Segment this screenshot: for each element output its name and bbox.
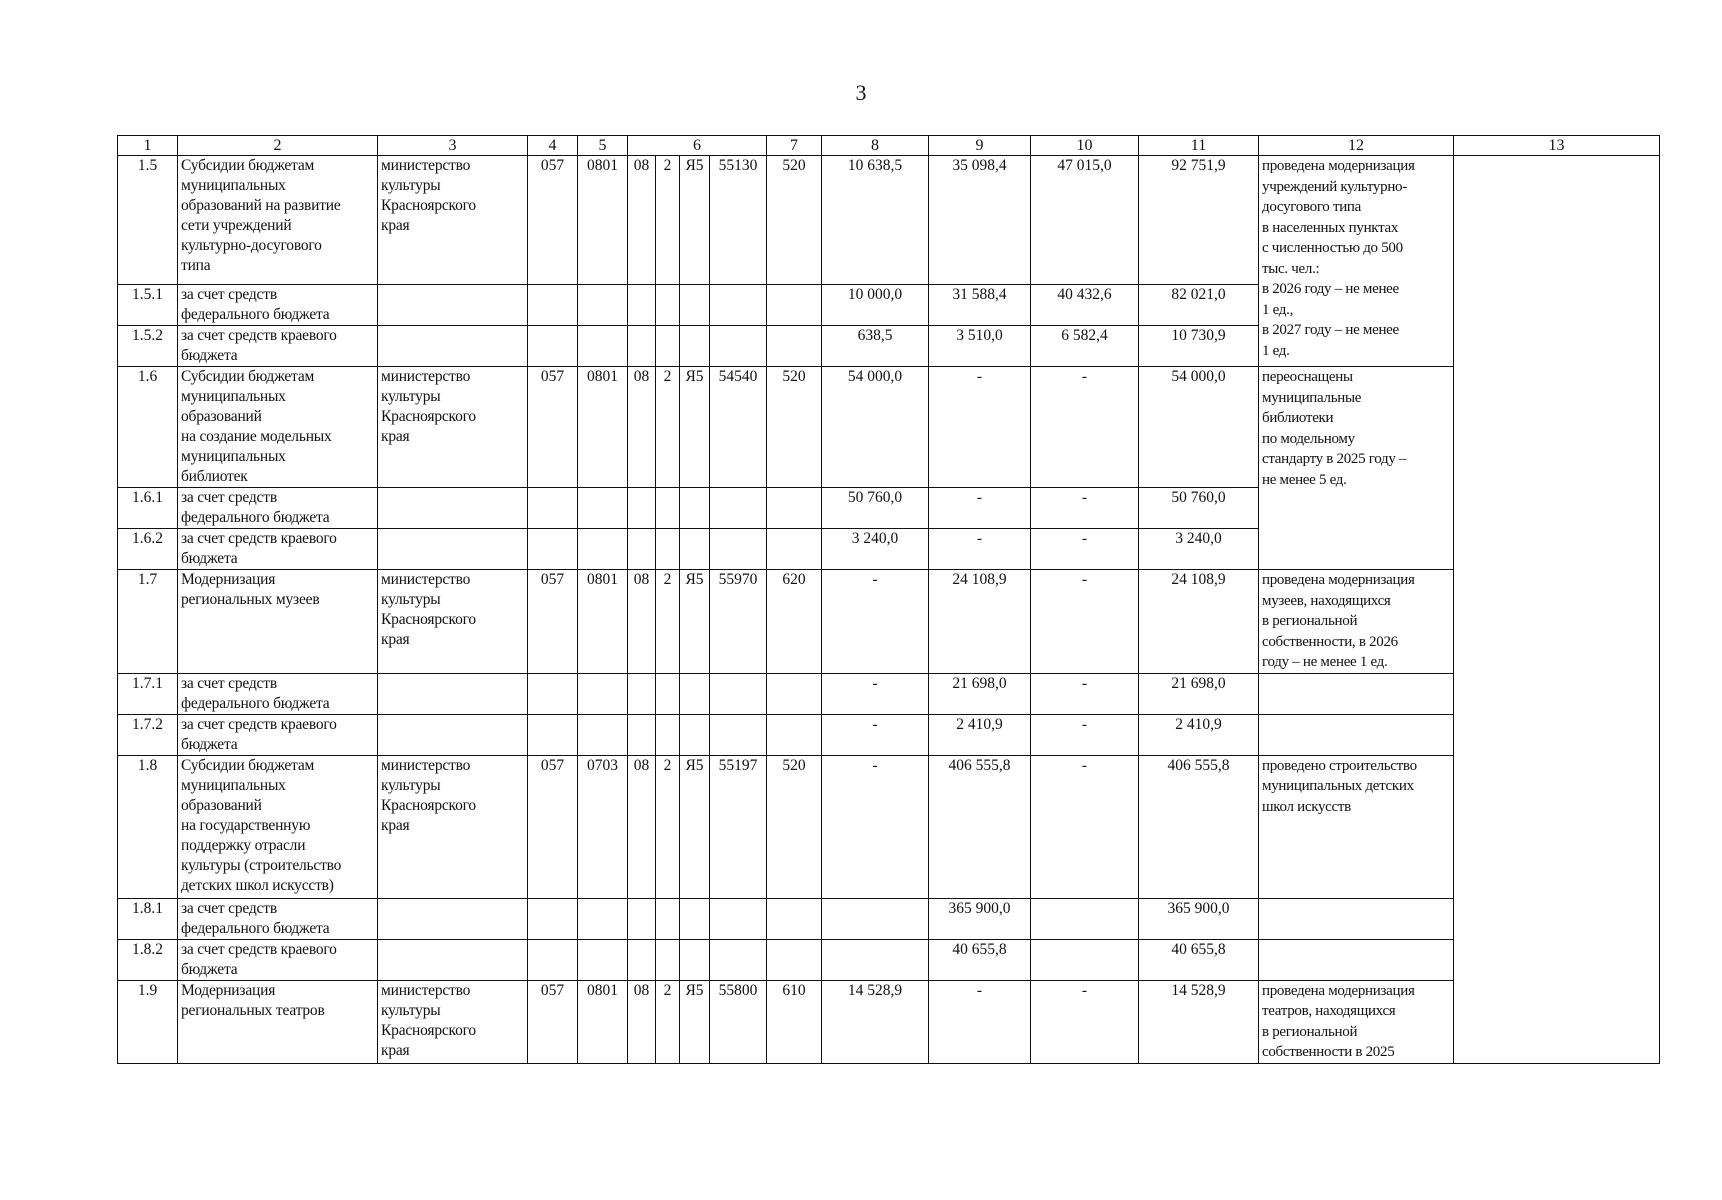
table-row [118, 755, 1660, 898]
cell-c11: 24 108,9 [1139, 570, 1259, 674]
header-cell: 8 [822, 136, 929, 156]
cell-c8: 50 760,0 [822, 488, 929, 529]
cell-c10: - [1031, 755, 1139, 898]
cell-c8: 10 000,0 [822, 285, 929, 326]
row-number: 1.6.2 [118, 529, 178, 570]
row-number: 1.6 [118, 367, 178, 488]
cell-c9: 406 555,8 [929, 755, 1031, 898]
cell-c8 [822, 939, 929, 980]
cell-c6a: 08 [628, 755, 656, 898]
row-result: проведено строительство муниципальных детских школ искусств [1259, 755, 1454, 898]
header-cell: 3 [378, 136, 528, 156]
cell-c10 [1031, 898, 1139, 939]
row-name: за счет средств краевого бюджета [178, 326, 378, 367]
row-number: 1.9 [118, 980, 178, 1063]
cell-c7: 520 [767, 755, 822, 898]
row-number: 1.7.1 [118, 673, 178, 714]
row-name: за счет средств федерального бюджета [178, 488, 378, 529]
cell-c3 [378, 673, 528, 714]
row-name: за счет средств краевого бюджета [178, 529, 378, 570]
cell-c5 [578, 898, 628, 939]
table-row [118, 156, 1660, 285]
cell-c10: - [1031, 714, 1139, 755]
header-cell: 2 [178, 136, 378, 156]
cell-c12 [1259, 714, 1454, 755]
cell-c10: 6 582,4 [1031, 326, 1139, 367]
cell-c6d [710, 529, 767, 570]
row-grbs: министерство культуры Красноярского края [378, 755, 528, 898]
cell-c6c [680, 326, 710, 367]
row-name: Модернизация региональных музеев [178, 570, 378, 674]
cell-c6c [680, 285, 710, 326]
cell-c5 [578, 285, 628, 326]
cell-c8: 10 638,5 [822, 156, 929, 285]
budget-table [117, 135, 1660, 1064]
row-number: 1.8.1 [118, 898, 178, 939]
cell-c6a [628, 714, 656, 755]
cell-c6d [710, 285, 767, 326]
cell-c6d [710, 326, 767, 367]
row-name: за счет средств краевого бюджета [178, 939, 378, 980]
cell-c6c [680, 529, 710, 570]
cell-c6b: 2 [656, 156, 680, 285]
cell-c9: - [929, 488, 1031, 529]
cell-c8: 638,5 [822, 326, 929, 367]
cell-c4 [528, 326, 578, 367]
cell-c11: 82 021,0 [1139, 285, 1259, 326]
table-row [118, 714, 1660, 755]
cell-c3 [378, 529, 528, 570]
cell-c6d: 55970 [710, 570, 767, 674]
cell-c11: 406 555,8 [1139, 755, 1259, 898]
row-number: 1.5.1 [118, 285, 178, 326]
row-name: Модернизация региональных театров [178, 980, 378, 1063]
cell-c6b: 2 [656, 980, 680, 1063]
cell-c12 [1259, 898, 1454, 939]
cell-c11: 21 698,0 [1139, 673, 1259, 714]
cell-c4 [528, 939, 578, 980]
cell-c10: 40 432,6 [1031, 285, 1139, 326]
row-name: Субсидии бюджетам муниципальных образований на создание модельных муниципальных библиотек [178, 367, 378, 488]
table-row [118, 939, 1660, 980]
row-grbs: министерство культуры Красноярского края [378, 980, 528, 1063]
table-row [118, 673, 1660, 714]
cell-c3 [378, 488, 528, 529]
cell-c6a [628, 529, 656, 570]
cell-c7 [767, 488, 822, 529]
row-grbs: министерство культуры Красноярского края [378, 367, 528, 488]
cell-c7: 620 [767, 570, 822, 674]
cell-c9: 40 655,8 [929, 939, 1031, 980]
cell-c10: - [1031, 529, 1139, 570]
cell-c4: 057 [528, 156, 578, 285]
row-name: за счет средств федерального бюджета [178, 285, 378, 326]
header-cell: 11 [1139, 136, 1259, 156]
cell-c9: 31 588,4 [929, 285, 1031, 326]
cell-c3 [378, 898, 528, 939]
cell-c6b [656, 326, 680, 367]
cell-c6b [656, 898, 680, 939]
cell-c7 [767, 898, 822, 939]
cell-c9: 35 098,4 [929, 156, 1031, 285]
cell-c4 [528, 285, 578, 326]
cell-c5 [578, 326, 628, 367]
table-row [118, 570, 1660, 674]
header-cell: 1 [118, 136, 178, 156]
cell-c6a [628, 285, 656, 326]
cell-c6c: Я5 [680, 980, 710, 1063]
row-name: за счет средств федерального бюджета [178, 673, 378, 714]
cell-c8: - [822, 714, 929, 755]
cell-c5: 0801 [578, 156, 628, 285]
cell-c6c: Я5 [680, 755, 710, 898]
cell-c4 [528, 529, 578, 570]
row-number: 1.7 [118, 570, 178, 674]
cell-c5 [578, 714, 628, 755]
cell-c11: 3 240,0 [1139, 529, 1259, 570]
cell-c9: 21 698,0 [929, 673, 1031, 714]
cell-c7: 520 [767, 367, 822, 488]
cell-c6a [628, 326, 656, 367]
header-cell: 7 [767, 136, 822, 156]
cell-c5: 0703 [578, 755, 628, 898]
cell-c6b: 2 [656, 755, 680, 898]
row-name: Субсидии бюджетам муниципальных образований на развитие сети учреждений культурно-досугового типа [178, 156, 378, 285]
cell-c11: 54 000,0 [1139, 367, 1259, 488]
cell-c11: 14 528,9 [1139, 980, 1259, 1063]
cell-c6d [710, 673, 767, 714]
cell-c9: 2 410,9 [929, 714, 1031, 755]
cell-c8: 54 000,0 [822, 367, 929, 488]
row-number: 1.8 [118, 755, 178, 898]
cell-c12 [1259, 673, 1454, 714]
cell-c6c [680, 673, 710, 714]
cell-c6c: Я5 [680, 570, 710, 674]
row-number: 1.7.2 [118, 714, 178, 755]
header-cell: 6 [628, 136, 767, 156]
cell-c6b [656, 714, 680, 755]
row-number: 1.6.1 [118, 488, 178, 529]
cell-c11: 40 655,8 [1139, 939, 1259, 980]
table-row [118, 898, 1660, 939]
row-result: проведена модернизация учреждений культурно- досугового типа в населенных пунктах с численностью до 500 тыс. чел.: в 2026 году – не менее 1 ед., в 2027 году – не менее 1 ед. [1259, 156, 1454, 367]
cell-c13 [1454, 156, 1660, 1064]
cell-c8: 3 240,0 [822, 529, 929, 570]
cell-c6a [628, 673, 656, 714]
cell-c10: 47 015,0 [1031, 156, 1139, 285]
cell-c6d: 55130 [710, 156, 767, 285]
cell-c6c [680, 898, 710, 939]
header-cell: 5 [578, 136, 628, 156]
cell-c4: 057 [528, 980, 578, 1063]
cell-c3 [378, 714, 528, 755]
cell-c6c [680, 488, 710, 529]
row-result: переоснащены муниципальные библиотеки по модельному стандарту в 2025 году – не менее 5 ед. [1259, 367, 1454, 570]
cell-c11: 92 751,9 [1139, 156, 1259, 285]
cell-c6a: 08 [628, 980, 656, 1063]
cell-c10: - [1031, 367, 1139, 488]
cell-c4 [528, 673, 578, 714]
cell-c5: 0801 [578, 570, 628, 674]
cell-c9: 365 900,0 [929, 898, 1031, 939]
row-result: проведена модернизация музеев, находящихся в региональной собственности, в 2026 году – не менее 1 ед. [1259, 570, 1454, 674]
cell-c11: 50 760,0 [1139, 488, 1259, 529]
cell-c4 [528, 488, 578, 529]
table-row [118, 367, 1660, 488]
cell-c7: 520 [767, 156, 822, 285]
cell-c11: 365 900,0 [1139, 898, 1259, 939]
cell-c6c: Я5 [680, 156, 710, 285]
cell-c4: 057 [528, 755, 578, 898]
cell-c7 [767, 714, 822, 755]
cell-c6b [656, 939, 680, 980]
table-row [118, 980, 1660, 1063]
row-number: 1.8.2 [118, 939, 178, 980]
cell-c9: - [929, 367, 1031, 488]
cell-c11: 2 410,9 [1139, 714, 1259, 755]
cell-c5 [578, 939, 628, 980]
row-grbs: министерство культуры Красноярского края [378, 156, 528, 285]
cell-c3 [378, 326, 528, 367]
cell-c4 [528, 714, 578, 755]
cell-c6b [656, 488, 680, 529]
cell-c6a: 08 [628, 156, 656, 285]
cell-c9: - [929, 529, 1031, 570]
cell-c6d [710, 488, 767, 529]
cell-c6d [710, 714, 767, 755]
cell-c7 [767, 285, 822, 326]
cell-c7 [767, 673, 822, 714]
cell-c6c [680, 714, 710, 755]
cell-c4: 057 [528, 367, 578, 488]
cell-c7 [767, 529, 822, 570]
cell-c6c: Я5 [680, 367, 710, 488]
row-name: Субсидии бюджетам муниципальных образований на государственную поддержку отрасли культуры (строительство детских школ искусств) [178, 755, 378, 898]
cell-c6d [710, 898, 767, 939]
row-number: 1.5 [118, 156, 178, 285]
cell-c4 [528, 898, 578, 939]
cell-c6a: 08 [628, 570, 656, 674]
cell-c5 [578, 673, 628, 714]
cell-c9: 24 108,9 [929, 570, 1031, 674]
cell-c8: - [822, 570, 929, 674]
cell-c10: - [1031, 488, 1139, 529]
cell-c5: 0801 [578, 367, 628, 488]
cell-c4: 057 [528, 570, 578, 674]
cell-c7: 610 [767, 980, 822, 1063]
cell-c9: - [929, 980, 1031, 1063]
row-name: за счет средств краевого бюджета [178, 714, 378, 755]
cell-c5: 0801 [578, 980, 628, 1063]
cell-c6d [710, 939, 767, 980]
header-row [118, 136, 1660, 156]
header-cell: 10 [1031, 136, 1139, 156]
cell-c6a [628, 939, 656, 980]
header-cell: 12 [1259, 136, 1454, 156]
cell-c6a [628, 898, 656, 939]
cell-c11: 10 730,9 [1139, 326, 1259, 367]
row-grbs: министерство культуры Красноярского края [378, 570, 528, 674]
cell-c6b: 2 [656, 570, 680, 674]
cell-c6d: 55800 [710, 980, 767, 1063]
cell-c7 [767, 939, 822, 980]
header-cell: 9 [929, 136, 1031, 156]
cell-c6d: 54540 [710, 367, 767, 488]
cell-c8 [822, 898, 929, 939]
cell-c3 [378, 939, 528, 980]
cell-c7 [767, 326, 822, 367]
cell-c12 [1259, 939, 1454, 980]
cell-c5 [578, 488, 628, 529]
cell-c8: - [822, 755, 929, 898]
cell-c6d: 55197 [710, 755, 767, 898]
cell-c3 [378, 285, 528, 326]
cell-c6c [680, 939, 710, 980]
cell-c6b [656, 673, 680, 714]
header-cell: 13 [1454, 136, 1660, 156]
cell-c8: - [822, 673, 929, 714]
row-result: проведена модернизация театров, находящихся в региональной собственности в 2025 [1259, 980, 1454, 1063]
header-cell: 4 [528, 136, 578, 156]
cell-c10: - [1031, 673, 1139, 714]
row-name: за счет средств федерального бюджета [178, 898, 378, 939]
cell-c10 [1031, 939, 1139, 980]
cell-c6b [656, 285, 680, 326]
cell-c5 [578, 529, 628, 570]
cell-c6b: 2 [656, 367, 680, 488]
cell-c9: 3 510,0 [929, 326, 1031, 367]
cell-c10: - [1031, 570, 1139, 674]
cell-c10: - [1031, 980, 1139, 1063]
page-number: 3 [855, 80, 867, 105]
cell-c8: 14 528,9 [822, 980, 929, 1063]
row-number: 1.5.2 [118, 326, 178, 367]
cell-c6b [656, 529, 680, 570]
cell-c6a [628, 488, 656, 529]
cell-c6a: 08 [628, 367, 656, 488]
